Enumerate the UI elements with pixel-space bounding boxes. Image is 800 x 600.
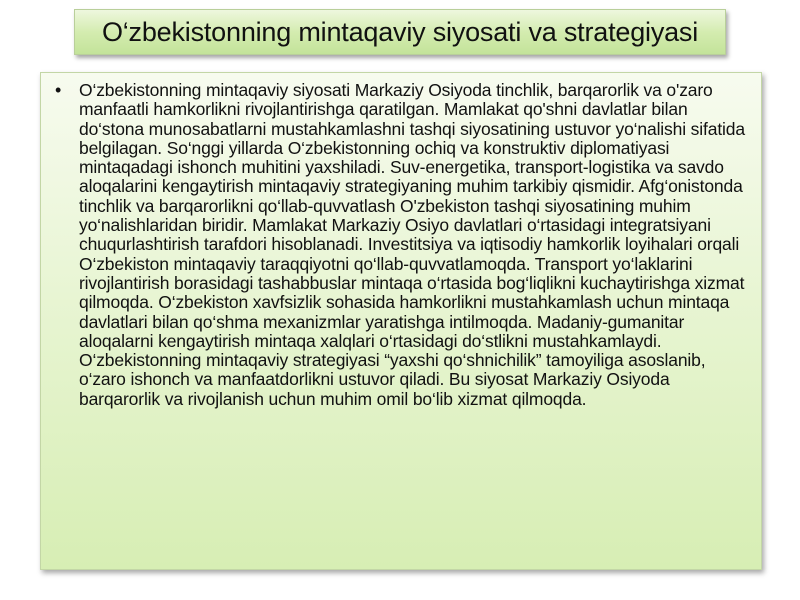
bullet-paragraph: O‘zbekistonning mintaqaviy siyosati Markaziy Osiyoda tinchlik, barqarorlik va o'zaro manfaatli hamkorlikni rivojlantirishga qaratilgan. Mamlakat qo'shni davlatlar bilan do‘stona munosabatlarni mustahkamlashni tashqi siyosatining ustuvor yo‘nalishi sifatida belgilagan. So‘nggi yillarda O‘zbekistonning ochiq va konstruktiv diplomatiyasi mintaqadagi ishonch muhitini yaxshiladi. Suv-energetika, transport-logistika va savdo aloqalarini kengaytirish mintaqaviy strategiyaning muhim tarkibiy qismidir. Afg‘onistonda tinchlik va barqarorlikni qo‘llab-quvvatlash O'zbekiston tashqi siyosatining muhim yo‘nalishlaridan biridir. Mamlakat Markaziy Osiyo davlatlari o‘rtasidagi integratsiyani chuqurlashtirish tarafdori hisoblanadi. Investitsiya va iqtisodiy hamkorlik loyihalari orqali O‘zbekiston mintaqaviy taraqqiyotni qo‘llab-quvvatlamoqda. Transport yo‘laklarini rivojlantirish borasidagi tashabbuslar mintaqa o‘rtasida bog‘liqlikni kuchaytirishga xizmat qilmoqda. O‘zbekiston xavfsizlik sohasida hamkorlikni mustahkamlash uchun mintaqa davlatlari bilan qo‘shma mexanizmlar yaratishga intilmoqda. Madaniy-gumanitar aloqalarni kengaytirish mintaqa xalqlari o‘rtasidagi do‘stlikni mustahkamlaydi. O‘zbekistonning mintaqaviy strategiyasi “yaxshi qo‘shnichilik” tamoyiliga asoslanib, o‘zaro ishonch va manfaatdorlikni ustuvor qiladi. Bu siyosat Markaziy Osiyoda barqarorlik va rivojlanish uchun muhim omil bo‘lib xizmat qilmoqda. — [79, 80, 745, 409]
bullet-marker: • — [55, 80, 62, 100]
slide-title-box — [74, 9, 726, 55]
bullet-item — [55, 81, 751, 409]
slide-title: O‘zbekistonning mintaqaviy siyosati va strategiyasi — [101, 16, 699, 47]
slide-content-box — [40, 72, 762, 570]
